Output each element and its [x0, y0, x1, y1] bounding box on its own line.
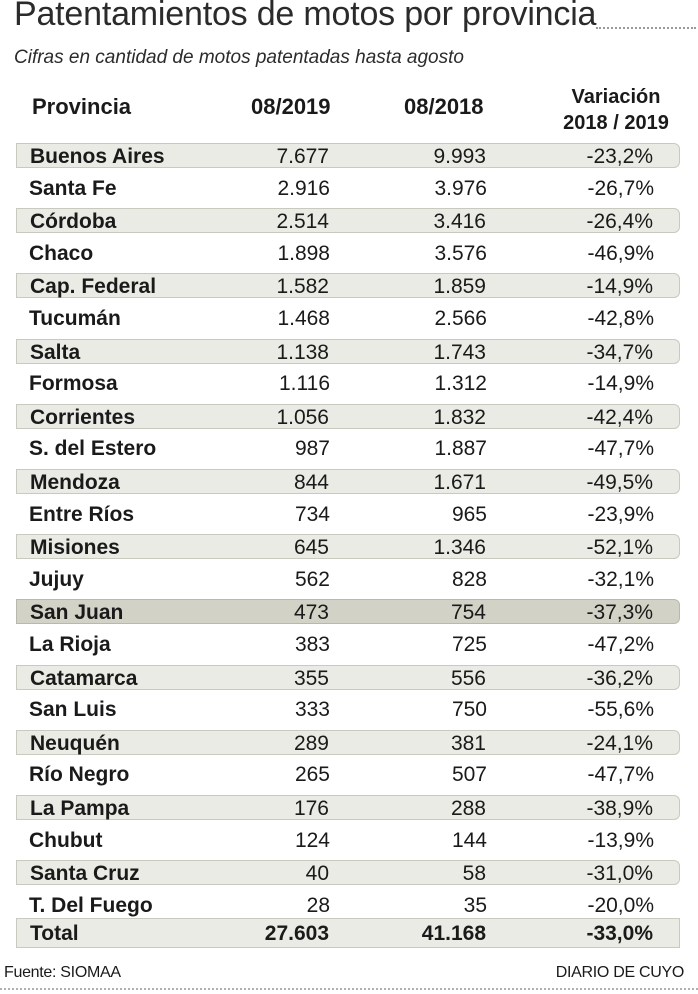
province-name: Chubut	[29, 829, 103, 852]
value-2019: 1.468	[277, 307, 330, 330]
column-header-2019: 08/2019	[251, 94, 331, 119]
title-dotted-rule	[596, 27, 696, 29]
table-row	[16, 599, 680, 624]
table-row	[16, 665, 680, 690]
value-2019: 1.138	[276, 341, 329, 364]
total-row	[16, 918, 680, 948]
province-name: Corrientes	[30, 406, 136, 429]
value-2018: 750	[451, 698, 487, 721]
value-2019: 1.056	[276, 406, 329, 429]
table-row	[16, 469, 680, 494]
value-variacion: -14,9%	[587, 372, 654, 395]
value-2018: 754	[450, 601, 486, 624]
province-name: Chaco	[29, 242, 94, 265]
province-name: Tucumán	[29, 307, 121, 330]
value-2019: 645	[293, 536, 329, 559]
table-row	[16, 860, 680, 885]
table-row	[16, 339, 680, 364]
value-variacion: -47,7%	[587, 763, 654, 786]
table-row	[16, 371, 680, 396]
table-row	[16, 697, 680, 722]
province-name: San Juan	[30, 601, 124, 624]
value-variacion: -34,7%	[586, 341, 653, 364]
value-2019: 333	[294, 698, 330, 721]
value-2019: 289	[293, 732, 329, 755]
value-2019: 176	[293, 797, 329, 820]
value-variacion: -46,9%	[587, 242, 654, 265]
total-2019: 27.603	[264, 922, 329, 945]
value-2019: 40	[305, 862, 329, 885]
value-2019: 355	[293, 667, 329, 690]
value-variacion: -20,0%	[587, 894, 654, 917]
table-row	[16, 306, 680, 331]
value-2018: 556	[450, 667, 486, 690]
total-variacion: -33,0%	[586, 922, 653, 945]
column-header-provincia: Provincia	[32, 94, 132, 119]
province-name: Córdoba	[30, 210, 117, 233]
table-row	[16, 143, 680, 168]
table-row	[16, 176, 680, 201]
province-name: San Luis	[29, 698, 117, 721]
table-row	[16, 632, 680, 657]
value-variacion: -52,1%	[586, 536, 653, 559]
total-label: Total	[30, 922, 79, 945]
value-2018: 1.671	[433, 471, 486, 494]
province-name: Salta	[30, 341, 81, 364]
value-2018: 2.566	[434, 307, 487, 330]
province-name: S. del Estero	[29, 437, 157, 460]
value-variacion: -31,0%	[586, 862, 653, 885]
bottom-dotted-rule	[0, 988, 698, 990]
value-2019: 734	[294, 503, 330, 526]
value-variacion: -42,4%	[586, 406, 653, 429]
table-row	[16, 436, 680, 461]
table-row	[16, 273, 680, 298]
value-2018: 507	[451, 763, 487, 786]
value-2019: 383	[294, 633, 330, 656]
table-row	[16, 730, 680, 755]
table-row	[16, 762, 680, 787]
value-variacion: -13,9%	[587, 829, 654, 852]
value-2019: 265	[294, 763, 330, 786]
value-variacion: -47,2%	[587, 633, 654, 656]
value-2018: 3.976	[434, 177, 487, 200]
page-title: Patentamientos de motos por provincia	[14, 0, 597, 33]
value-2018: 1.832	[433, 406, 486, 429]
page-subtitle: Cifras en cantidad de motos patentadas hasta agosto	[14, 47, 464, 68]
table-row	[16, 404, 680, 429]
value-2018: 3.576	[434, 242, 487, 265]
province-name: Santa Cruz	[30, 862, 140, 885]
table-row	[16, 208, 680, 233]
value-variacion: -32,1%	[587, 568, 654, 591]
province-name: Neuquén	[30, 732, 120, 755]
value-2019: 1.116	[279, 372, 330, 395]
table-row	[16, 828, 680, 853]
province-name: Entre Ríos	[29, 503, 135, 526]
value-2019: 844	[293, 471, 329, 494]
value-variacion: -14,9%	[586, 275, 653, 298]
table-row	[16, 567, 680, 592]
value-2018: 9.993	[433, 145, 486, 168]
value-2018: 1.887	[434, 437, 487, 460]
value-2018: 725	[451, 633, 487, 656]
publisher-credit: DIARIO DE CUYO	[555, 964, 684, 981]
value-variacion: -37,3%	[586, 601, 653, 624]
value-2019: 1.898	[277, 242, 330, 265]
province-name: Jujuy	[29, 568, 84, 591]
value-2018: 828	[451, 568, 487, 591]
value-2018: 3.416	[433, 210, 486, 233]
table-row	[16, 534, 680, 559]
value-2019: 2.916	[277, 177, 330, 200]
value-variacion: -55,6%	[587, 698, 654, 721]
table-row	[16, 795, 680, 820]
province-name: Mendoza	[30, 471, 120, 494]
value-2018: 381	[450, 732, 486, 755]
province-name: La Pampa	[30, 797, 130, 820]
value-2018: 1.346	[433, 536, 486, 559]
value-variacion: -42,8%	[587, 307, 654, 330]
province-name: Cap. Federal	[30, 275, 157, 298]
column-header-variacion-line2: 2018 / 2019	[563, 112, 669, 134]
value-variacion: -26,7%	[587, 177, 654, 200]
value-variacion: -23,2%	[586, 145, 653, 168]
value-2019: 473	[293, 601, 329, 624]
column-header-variacion-line1: Variación	[571, 86, 661, 108]
value-variacion: -38,9%	[586, 797, 653, 820]
value-variacion: -49,5%	[586, 471, 653, 494]
value-2018: 1.312	[434, 372, 487, 395]
value-variacion: -24,1%	[586, 732, 653, 755]
value-2019: 7.677	[276, 145, 329, 168]
value-2019: 28	[306, 894, 330, 917]
province-name: Misiones	[30, 536, 120, 559]
province-name: Formosa	[29, 372, 118, 395]
province-name: La Rioja	[29, 633, 111, 656]
table-row	[16, 893, 680, 918]
value-2018: 35	[463, 894, 487, 917]
table-row	[16, 502, 680, 527]
value-variacion: -36,2%	[586, 667, 653, 690]
value-2018: 1.743	[433, 341, 486, 364]
value-2018: 965	[451, 503, 487, 526]
value-variacion: -47,7%	[587, 437, 654, 460]
province-name: Río Negro	[29, 763, 130, 786]
value-2018: 144	[451, 829, 487, 852]
table-row	[16, 241, 680, 266]
column-header-2018: 08/2018	[404, 94, 484, 119]
value-2019: 2.514	[276, 210, 329, 233]
value-variacion: -26,4%	[586, 210, 653, 233]
source-credit: Fuente: SIOMAA	[4, 964, 121, 981]
total-2018: 41.168	[421, 922, 486, 945]
value-2019: 987	[294, 437, 330, 460]
value-variacion: -23,9%	[587, 503, 654, 526]
value-2019: 124	[294, 829, 330, 852]
column-header-variacion	[546, 84, 686, 136]
province-name: Buenos Aires	[30, 145, 165, 168]
value-2018: 1.859	[433, 275, 486, 298]
value-2018: 58	[462, 862, 486, 885]
province-name: Catamarca	[30, 667, 138, 690]
value-2018: 288	[450, 797, 486, 820]
value-2019: 1.582	[276, 275, 329, 298]
province-name: Santa Fe	[29, 177, 117, 200]
value-2019: 562	[294, 568, 330, 591]
province-name: T. Del Fuego	[29, 894, 153, 917]
